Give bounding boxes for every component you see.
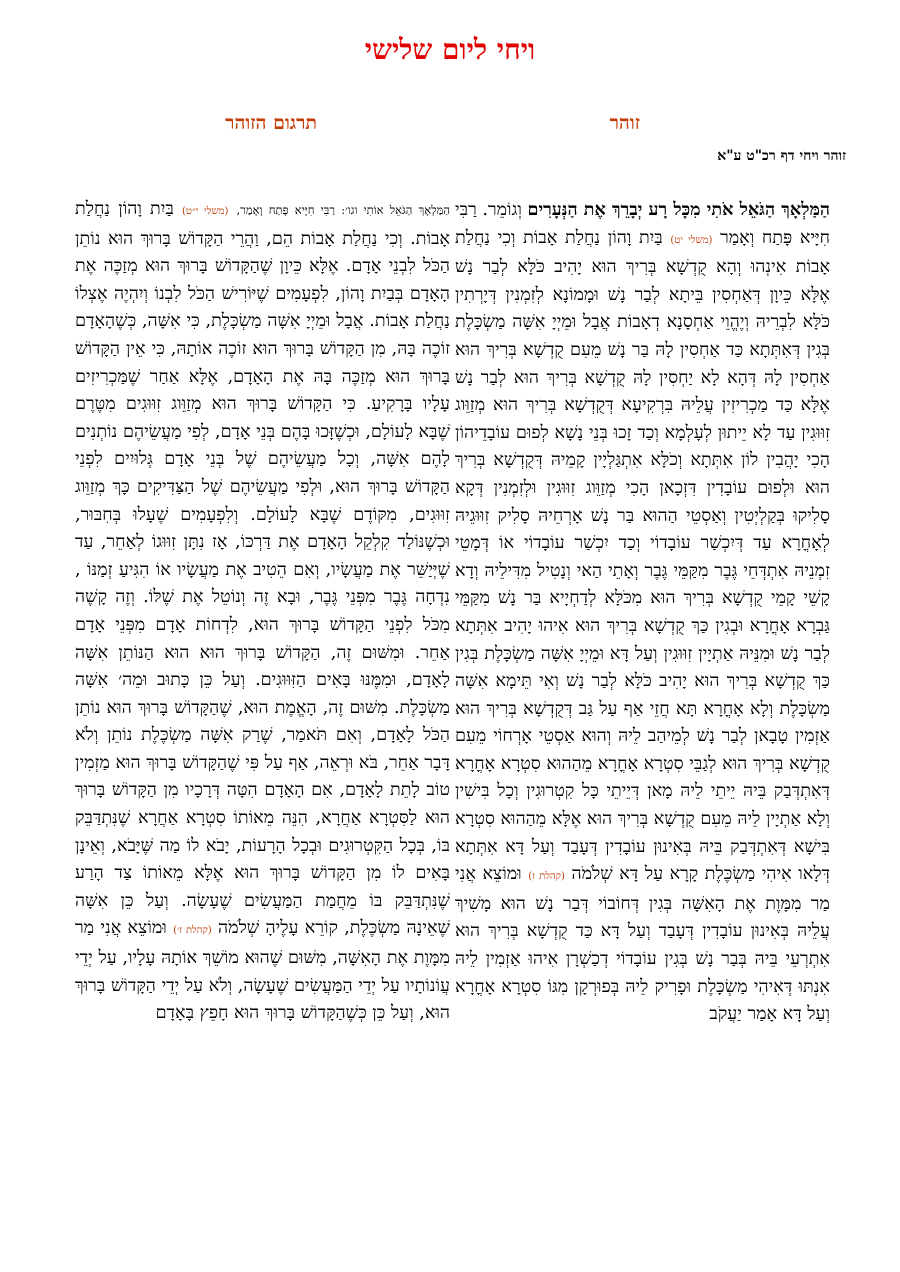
zohar-body: בַּיִת וָהוֹן נַחֲלַת אָבוֹת וְכִי נַחֲלַת אָבוֹת אִינְהוּ וְהָא קֻדְשָׁא בְּרִיךְ הוּא יָהִיב כֹּלָּא לְבַר נָשׁ אֶלָּא כֵּיוָן דְּאַחְסִין בֵּיתָא לְבַר נָשׁ וּמָמוֹנָא לְזִמְנִין דְּיָרְתִין כֹּלָּא לִבְרֵיהּ וְיֶהֱוֵי אַחְסָנָא דְאָבוֹת אֲבָל וּמֵיְיָ אִשָּׁה מַשְׂכָּלֶת בְּגִין דְּאִתְּתָא כַּד אַחְסִין לָהּ בַּר נָשׁ מֵעִם קֻדְשָׁא בְּרִיךְ הוּא אַחְסִין לָהּ דְּהָא לָא יַחְסִין לָהּ קֻדְשָׁא בְּרִיךְ הוּא לְבַר נָשׁ אֶלָּא כַּד מַכְרִיזִין עֲלֵיהּ בִּרְקִיעָא דְּקֻדְשָׁא בְּרִיךְ הוּא מְזַוֵּוג זִוּוּגִין עַד לָא יֵיתוּן לְעָלְמָא וְכַד זָכוּ בְּנֵי נָשָׁא לְפוּם עוֹבָדֵיהוֹן הָכִי יָהֲבִין לוֹן אִתְּתָא וְכֹלָּא אִתְגַּלְיָין קָמֵיהּ דְּקֻדְשָׁא בְּרִיךְ הוּא וּלְפוּם עוֹבָדִין דִּזְכָאן הָכִי מְזַוֵּוג זִוּוּגִין וּלְזִמְנִין דְּקָא סָלִיקוּ בְּקַלְיְטִין וְאַסְטֵי הַהוּא בַּר נָשׁ אָרְחֵיהּ סָלִיק זִוּוּגֵיהּ לְאָחֳרָא עַד דְּיִכְשַׁר עוֹבָדוֹי וְכַד יִכְשַׁר עוֹבָדוֹי אוֹ דְּמָטֵי זִמְנֵיהּ אִתְדְּחֵי גֶּבֶר מִקַּמֵּי גֶּבֶר וְאָתֵי הַאי וְנָטִיל מִדִּילֵיהּ וְדָא קָשֵׁי קָמֵי קֻדְשָׁא בְּרִיךְ הוּא מִכֹּלָּא לְדַחְיָיא בַּר נָשׁ מִקַּמֵּי גַּבְרָא אָחֳרָא וּבְגִין כַּךְ קֻדְשָׁא בְּרִיךְ הוּא אִיהוּ יָהִיב אִתְּתָא לְבַר נָשׁ וּמִנֵּיהּ אַתְיָין זִוּוּגִין וְעַל דָּא וּמֵיְיָ אִשָּׁה מַשְׂכָּלֶת בְּגִין כַּךְ קֻדְשָׁא בְּרִיךְ הוּא יָהִיב כֹּלָּא לְבַר נָשׁ וְאִי תֵּימָא אִשָּׁה מַשְׂכָּלֶת וְלָא אָחֳרָא תָּא חֲזֵי אַף עַל גַּב דְּקֻדְשָׁא בְּרִיךְ הוּא אַזְמִין טָבָאן לְבַר נָשׁ לְמֵיהַב לֵיהּ וְהוּא אַסְטֵי אָרְחוֹי מֵעִם קֻדְשָׁא בְּרִיךְ הוּא לְגַבֵּי סִטְרָא אָחֳרָא מֵהַהוּא סִטְרָא אָחֳרָא דְּאִתְדְּבַק בֵּיהּ יֵיתֵי לֵיהּ מָאן דְּיֵיתֵי כָּל קִטְרוּגִין וְכָל בִּישִׁין וְלָא אַתְיָין לֵיהּ מֵעִם קֻדְשָׁא בְּרִיךְ הוּא אֶלָּא מֵהַהוּא סִטְרָא בִּישָׁא דְּאִתְדְּבַק בֵּיהּ בְּאִינוּן עוֹבָדִין דְּעָבַד וְעַל דָּא אִתְּתָא דְּלָאו אִיהִי מַשְׂכֶּלֶת קָרָא עַל דָּא שְׁלֹמֹה: [455, 227, 830, 885]
zohar-opening-verse: הַמַּלְאָךְ הַגֹּאֵל אֹתִי מִכָּל רָע יְבָרֵךְ אֶת הַנְּעָרִים: [527, 199, 830, 220]
translation-opening: הַמַּלְאָךְ הַגֹּאֵל אוֹתִי וגו׳: רַבִּי חִיָּיא פָּתַח וְאָמַר,: [236, 203, 450, 217]
zohar-intro: וְגוֹמֵר. רַבִּי חִיָּיא פָּתַח וְאָמַר: [455, 200, 830, 248]
page-title: ויחי ליום שלישי: [364, 33, 536, 66]
zohar-column-header: זוהר: [609, 112, 640, 134]
zohar-body-2: וּמוֹצֵא אֲנִי מַר מִמָּוֶת אֶת הָאִשָּׁה בְּגִין דְּחוֹבוֹי דְּבַר נָשׁ הוּא מָשִׁיךְ עֲלֵיהּ בְּאִינוּן עוֹבָדִין דְּעָבַד וְעַל דָּא כַּד קֻדְשָׁא בְּרִיךְ הוּא אִתְרְעֵי בֵּיהּ בְּבַר נָשׁ בְּגִין עוֹבָדוֹי דְכַשְׁרָן אִיהוּ אַזְמִין לֵיהּ אִנְתּוּ דְּאִיהִי מַשְׂכָּלֶת וּפָרִיק לֵיהּ בְּפוּרְקָן מִגּוֹ סִטְרָא אָחֳרָא וְעַל דָּא אָמַר יַעֲקֹב: [455, 864, 830, 1025]
translation-paragraph: [75, 196, 450, 1028]
zohar-citation-2: (קהלת ז): [528, 871, 565, 883]
source-reference: זוהר ויחי דף רכ"ט ע"א: [717, 148, 846, 164]
translation-citation: (משלי י״ט): [182, 206, 229, 217]
zohar-text-column: [455, 196, 830, 1241]
zohar-paragraph: [455, 196, 830, 1029]
translation-column-header: תרגום הזוהר: [225, 112, 317, 134]
translation-citation-2: (קהלת ז׳): [173, 925, 212, 937]
translation-text-column: [75, 196, 450, 1241]
translation-body-2: וּמוֹצֵא אֲנִי מַר מִמָּוֶת אֶת הָאִשָּׁה, מִשּׁוּם שֶׁהוּא מוֹשֵׁךְ אוֹתָהּ עָלָיו, עַל יְדֵי עֲוֹנוֹתָיו עַל יְדֵי הַמַּעֲשִׂים שֶׁעָשָׂה, וְלֹא עַל יְדֵי הַקָּדוֹשׁ בָּרוּךְ הוּא, וְעַל כֵּן כְּשֶׁהַקָּדוֹשׁ בָּרוּךְ הוּא חָפֵץ בָּאָדָם: [75, 918, 450, 1024]
translation-body: בַּיִת וָהוֹן נַחֲלַת אָבוֹת. וְכִי נַחֲלַת אָבוֹת הֵם, וַהֲרֵי הַקָּדוֹשׁ בָּרוּךְ הוּא נוֹתֵן הַכֹּל לִבְנֵי אָדָם. אֶלָּא כֵּיוָן שֶׁהַקָּדוֹשׁ בָּרוּךְ הוּא מְזַכֶּה אֶת הָאָדָם בְּבַיִת וָהוֹן, לִפְעָמִים שֶׁיּוֹרִישׁ הַכֹּל לִבְנוֹ וְיִהְיֶה אֶצְלוֹ נַחֲלַת אָבוֹת. אֲבָל וּמֵיְיָ אִשָּׁה מַשְׂכָּלֶת, כִּי אִשָּׁה, כְּשֶׁהָאָדָם זוֹכֶה בָּהּ, מִן הַקָּדוֹשׁ בָּרוּךְ הוּא זוֹכֶה אוֹתָהּ, כִּי אֵין הַקָּדוֹשׁ בָּרוּךְ הוּא מְזַכֶּה בָּהּ אֶת הָאָדָם, אֶלָּא אַחַר שֶׁמַּכְרִיזִים עָלָיו בָּרָקִיעַ. כִּי הַקָּדוֹשׁ בָּרוּךְ הוּא מְזַוֵּוג זִוּוּגִים מִטֶּרֶם שֶׁבָּא לָעוֹלָם, וּכְשֶׁזָּכוּ בָּהֶם בְּנֵי אָדָם, לְפִי מַעֲשֵׂיהֶם נוֹתְנִים לָהֶם אִשָּׁה, וְכָל מַעֲשֵׂיהֶם שֶׁל בְּנֵי אָדָם גְּלוּיִים לִפְנֵי הַקָּדוֹשׁ בָּרוּךְ הוּא, וּלְפִי מַעֲשֵׂיהֶם שֶׁל הַצַּדִּיקִים כָּךְ מְזַוֵּוג זִוּוּגִים, מִקּוֹדֶם שֶׁבָּא לָעוֹלָם. וְלִפְעָמִים שֶׁעָלוּ בְּחִבּוּר, וּכְשֶׁנּוֹלַד קִלְקֵל הָאָדָם אֶת דַּרְכּוֹ, אָז נִתָּן זִוּוּגוֹ לְאַחֵר, עַד שֶׁיְּיַשֵּׁר אֶת מַעֲשָׂיו, וְאִם הֵטִיב אֶת מַעֲשָׂיו אוֹ הִגִּיעַ זְמַנּוֹ , נִדְחָה גֶּבֶר מִפְּנֵי גֶּבֶר, וּבָא זֶה וְנוֹטֵל אֶת שֶׁלּוֹ. וְזֶה קָשֶׁה מִכֹּל לִפְנֵי הַקָּדוֹשׁ בָּרוּךְ הוּא, לִדְחוֹת אָדָם מִפְּנֵי אָדָם אַחֵר. וּמִשּׁוּם זֶה, הַקָּדוֹשׁ בָּרוּךְ הוּא הוּא הַנּוֹתֵן אִשָּׁה לָאָדָם, וּמִמֶּנּוּ בָּאִים הַזִּוּוּגִים. וְעַל כֵּן כָּתוּב וּמֵה׳ אִשָּׁה מַשְׂכָּלֶת. מִשּׁוּם זֶה, הָאֱמֶת הוּא, שֶׁהַקָּדוֹשׁ בָּרוּךְ הוּא נוֹתֵן הַכֹּל לָאָדָם, וְאִם תֹּאמַר, שֶׁרַק אִשָּׁה מַשְׂכֶּלֶת נוֹתֵן וְלֹא דָּבָר אַחֵר, בֹּא וּרְאֵה, אַף עַל פִּי שֶׁהַקָּדוֹשׁ בָּרוּךְ הוּא מַזְמִין טוֹב לָתֵת לָאָדָם, אִם הָאָדָם הִטָּה דְּרָכָיו מִן הַקָּדוֹשׁ בָּרוּךְ הוּא לַסִּטְרָא אַחֲרָא, הִנֵּה מֵאוֹתוֹ סִטְרָא אַחֲרָא שֶׁנִּתְדַּבֵּק בּוֹ, בְּכָל הַקִּטְרוּגִים וּבְכָל הָרָעוֹת, יָבֹא לוֹ מַה שֶּׁיָּבֹא, וְאֵינָן בָּאִים לוֹ מִן הַקָּדוֹשׁ בָּרוּךְ הוּא אֶלָּא מֵאוֹתוֹ צַד הָרַע שֶׁנִּתְדַּבֵּק בּוֹ מֵחֲמַת הַמַּעֲשִׂים שֶׁעָשָׂה. וְעַל כֵּן אִשָּׁה שֶׁאֵינָהּ מַשְׂכֶּלֶת, קוֹרֵא עָלֶיהָ שְׁלֹמֹה: [75, 199, 450, 939]
zohar-citation: (משלי יט): [670, 234, 713, 246]
